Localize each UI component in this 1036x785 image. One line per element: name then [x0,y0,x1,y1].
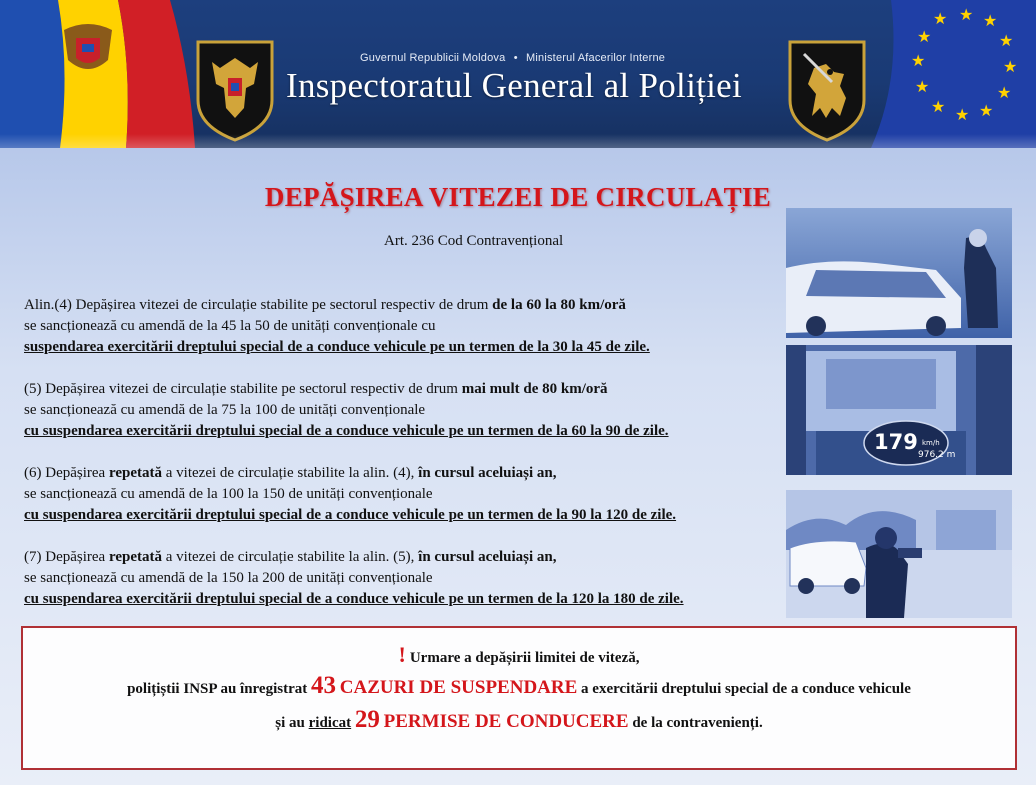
article-paragraph-5 [24,379,669,442]
license-label: PERMISE DE CONDUCERE [383,711,629,732]
exclamation-icon: ! [398,642,406,667]
svg-text:★: ★ [915,77,930,96]
statistics-callout [21,626,1017,770]
paragraph-line-2: se sancționează cu amendă de la 100 la 150 de unități convenționale [24,486,433,502]
repeated-word: repetată [108,549,163,565]
paragraph-penalty: cu suspendarea exercitării dreptului special de a conduce vehicule pe un termen de la 60 la 90 de zile. [24,423,669,439]
paragraph-penalty: cu suspendarea exercitării dreptului special de a conduce vehicule pe un termen de la 120 la 180 de zile. [24,591,684,607]
institution-title: Inspectoratul General al Poliției [286,66,742,105]
seized-word: ridicat [308,715,352,731]
svg-text:★: ★ [1003,57,1018,76]
government-ministry-line [360,52,665,64]
svg-text:★: ★ [911,51,926,70]
svg-text:★: ★ [979,101,994,120]
repeated-word: repetată [108,465,163,481]
svg-text:★: ★ [999,31,1014,50]
svg-text:★: ★ [955,105,970,124]
speed-range: de la 60 la 80 km/oră [492,297,626,313]
svg-text:★: ★ [997,83,1012,102]
speed-unit: km/h [922,439,940,447]
callout-line-3 [23,706,1015,734]
article-paragraph-4 [24,295,650,358]
paragraph-line-2: se sancționează cu amendă de la 150 la 200 de unități convenționale [24,570,433,586]
same-year-phrase: în cursul aceluiași an, [418,549,557,565]
paragraph-line-1 [24,295,650,316]
article-paragraph-7 [24,547,684,610]
suspension-count: 43 [311,672,336,699]
svg-text:★: ★ [959,5,974,24]
paragraph-text: Alin.(4) Depășirea vitezei de circulație stabilite pe sectorul respectiv de drum [24,297,493,313]
paragraph-line-2: se sancționează cu amendă de la 45 la 50 de unități convenționale cu [24,318,436,334]
article-paragraph-6 [24,463,676,526]
paragraph-text: (5) Depășirea vitezei de circulație stabilite pe sectorul respectiv de drum [24,381,462,397]
separator-dot: • [513,52,518,64]
paragraph-penalty: cu suspendarea exercitării dreptului special de a conduce vehicule pe un termen de la 90 la 120 de zile. [24,507,677,523]
svg-text:★: ★ [983,11,998,30]
paragraph-line-1 [24,379,669,400]
paragraph-line-1 [24,547,684,568]
paragraph-line-1 [24,463,676,484]
suspension-label: CAZURI DE SUSPENDARE [339,677,578,698]
license-count: 29 [354,706,380,733]
callout-text: polițiștii INSP au înregistrat [127,681,311,697]
paragraph-text: (7) Depășirea [24,549,109,565]
police-eagle-emblem-icon [194,38,276,142]
ministry-name: Ministerul Afacerilor Interne [526,52,666,64]
paragraph-text: a vitezei de circulație stabilite la alin. (5), [162,549,419,565]
speed-range: mai mult de 80 km/oră [461,381,608,397]
government-name: Guvernul Republicii Moldova [360,52,506,64]
page-title: DEPĂȘIREA VITEZEI DE CIRCULAȚIE [264,182,772,212]
callout-line-2 [23,672,1015,700]
article-reference: Art. 236 Cod Contravențional [384,233,564,249]
police-lion-emblem-icon [786,38,868,142]
officer-radar-photo [786,490,1012,618]
svg-text:★: ★ [917,27,932,46]
callout-line-1 [23,642,1015,668]
callout-text: de la contravenienți. [628,715,763,731]
header-banner [0,0,1036,148]
svg-text:★: ★ [931,97,946,116]
speed-value: 179 [874,430,918,454]
callout-text: Urmare a depășirii limitei de viteză, [409,650,640,666]
moldova-flag-icon [0,0,195,148]
same-year-phrase: în cursul aceluiași an, [418,465,557,481]
paragraph-text: a vitezei de circulație stabilite la alin. (4), [162,465,419,481]
distance-value: 976.2 m [918,450,956,460]
paragraph-penalty: suspendarea exercitării dreptului special de a conduce vehicule pe un termen de la 30 la 45 de zile. [24,339,650,355]
paragraph-line-2: se sancționează cu amendă de la 75 la 100 de unități convenționale [24,402,426,418]
paragraph-text: (6) Depășirea [24,465,109,481]
police-car-photo [786,208,1012,338]
european-union-flag-icon [871,0,1036,148]
callout-text: a exercitării dreptului special de a conduce vehicule [577,681,911,697]
callout-text: și au [275,715,309,731]
speed-radar-photo [786,345,1012,475]
svg-text:★: ★ [933,9,948,28]
